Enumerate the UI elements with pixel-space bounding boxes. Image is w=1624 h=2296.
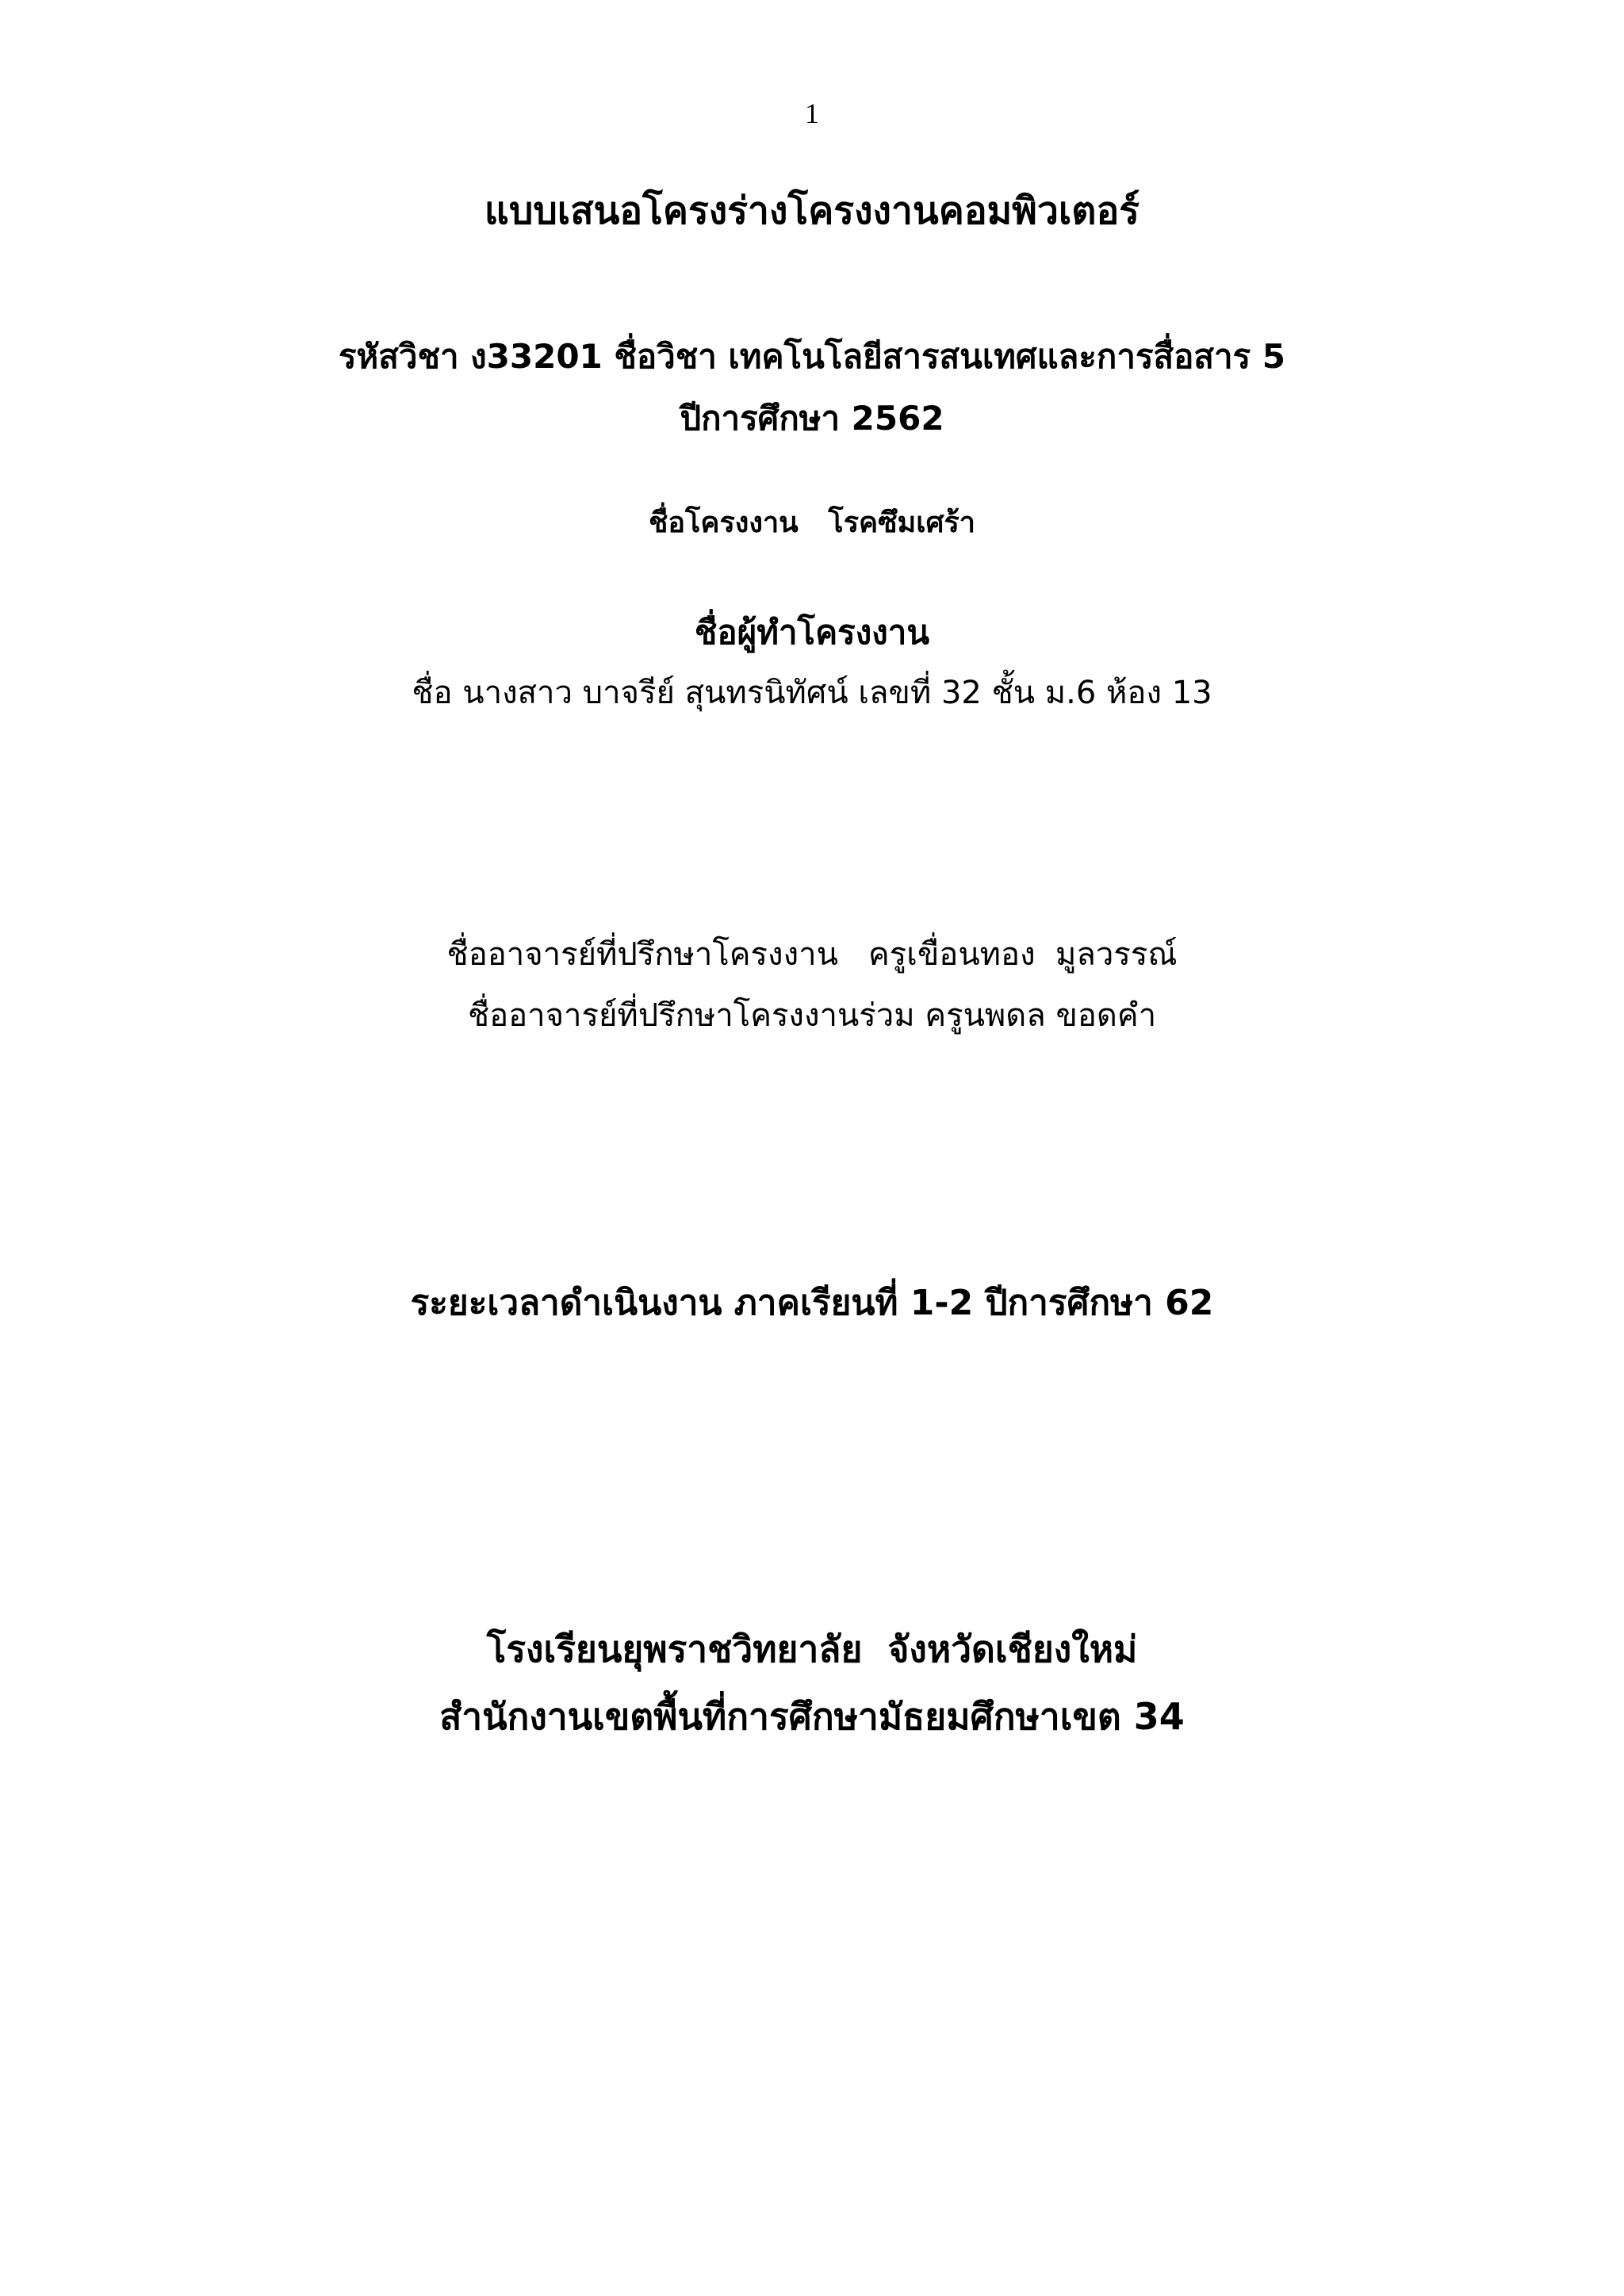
- authors-heading: ชื่อผู้ทำโครงงาน: [694, 613, 930, 652]
- project-name: ชื่อโครงงาน โรคซึมเศร้า: [648, 507, 975, 539]
- education-office: สำนักงานเขตพื้นที่การศึกษามัธยมศึกษาเขต 34: [439, 1695, 1185, 1738]
- co-advisor-info: ชื่ออาจารย์ที่ปรึกษาโครงงานร่วม ครูนพดล ขอดคำ: [467, 997, 1157, 1034]
- school-name: โรงเรียนยุพราชวิทยาลัย จังหวัดเชียงใหม่: [486, 1628, 1138, 1670]
- document-title: แบบเสนอโครงร่างโครงงานคอมพิวเตอร์: [484, 189, 1140, 233]
- advisor-info: ชื่ออาจารย์ที่ปรึกษาโครงงาน ครูเขื่อนทอง มูลวรรณ์: [446, 936, 1178, 973]
- academic-year: ปีการศึกษา 2562: [680, 399, 944, 438]
- project-duration: ระยะเวลาดำเนินงาน ภาคเรียนที่ 1-2 ปีการศึกษา 62: [410, 1283, 1214, 1323]
- page-number: 1: [805, 98, 819, 129]
- course-info: รหัสวิชา ง33201 ชื่อวิชา เทคโนโลยีสารสนเทศและการสื่อสาร 5: [338, 337, 1285, 376]
- author-info: ชื่อ นางสาว บาจรีย์ สุนทรนิทัศน์ เลขที่ 32 ชั้น ม.6 ห้อง 13: [412, 675, 1212, 711]
